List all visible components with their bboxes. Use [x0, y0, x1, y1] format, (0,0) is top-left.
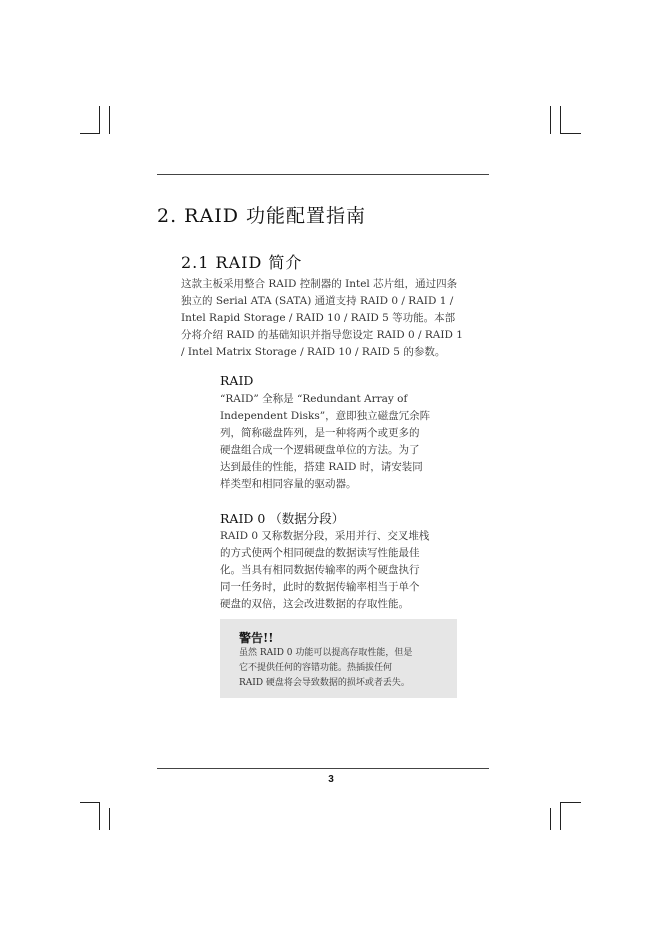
intro-line: 分将介绍 RAID 的基础知识并指导您设定 RAID 0 / RAID 1	[181, 329, 463, 341]
raid0-line: 同一任务时，此时的数据传输率相当于单个	[220, 581, 420, 593]
page-number: 3	[328, 774, 334, 785]
section-title: 2.1 RAID 简介	[181, 253, 303, 272]
raid-line: Independent Disks”，意即独立磁盘冗余阵	[220, 410, 431, 422]
warning-line: RAID 硬盘将会导致数据的损坏或者丢失。	[239, 678, 410, 688]
raid0-line: 化。当具有相同数据传输率的两个硬盘执行	[220, 564, 420, 576]
header-rule	[157, 174, 489, 175]
raid-line: 样类型和相同容量的驱动器。	[220, 478, 357, 490]
raid-line: 达到最佳的性能，搭建 RAID 时，请安装同	[220, 461, 423, 473]
footer-rule	[157, 768, 489, 769]
warning-box	[220, 619, 457, 698]
warning-title: 警告!!	[239, 631, 274, 645]
raid0-line: RAID 0 又称数据分段，采用并行、交叉堆栈	[220, 530, 430, 542]
intro-line: / Intel Matrix Storage / RAID 10 / RAID 5 的参数。	[181, 346, 446, 358]
chapter-title: 2. RAID 功能配置指南	[157, 205, 366, 227]
warning-line: 虽然 RAID 0 功能可以提高存取性能，但是	[239, 648, 413, 658]
intro-line: 独立的 Serial ATA (SATA) 通道支持 RAID 0 / RAID 1 /	[181, 295, 454, 307]
warning-line: 它不提供任何的容错功能。热插拔任何	[239, 663, 393, 673]
raid-line: “RAID” 全称是 “Redundant Array of	[220, 393, 408, 405]
intro-line: 这款主板采用整合 RAID 控制器的 Intel 芯片组，通过四条	[181, 278, 458, 290]
raid0-line: 的方式使两个相同硬盘的数据读写性能最佳	[220, 547, 420, 559]
raid-heading: RAID	[220, 373, 254, 388]
raid-line: 硬盘组合成一个逻辑硬盘单位的方法。为了	[220, 444, 420, 456]
raid0-line: 硬盘的双倍，这会改进数据的存取性能。	[220, 598, 409, 610]
raid-description	[220, 391, 455, 493]
raid0-description	[220, 528, 455, 613]
raid0-heading: RAID 0 （数据分段）	[220, 511, 345, 526]
raid-line: 列，简称磁盘阵列，是一种将两个或更多的	[220, 427, 420, 439]
intro-paragraph	[181, 276, 491, 361]
warning-body	[239, 646, 412, 691]
intro-line: Intel Rapid Storage / RAID 10 / RAID 5 等功能。本部	[181, 312, 456, 324]
